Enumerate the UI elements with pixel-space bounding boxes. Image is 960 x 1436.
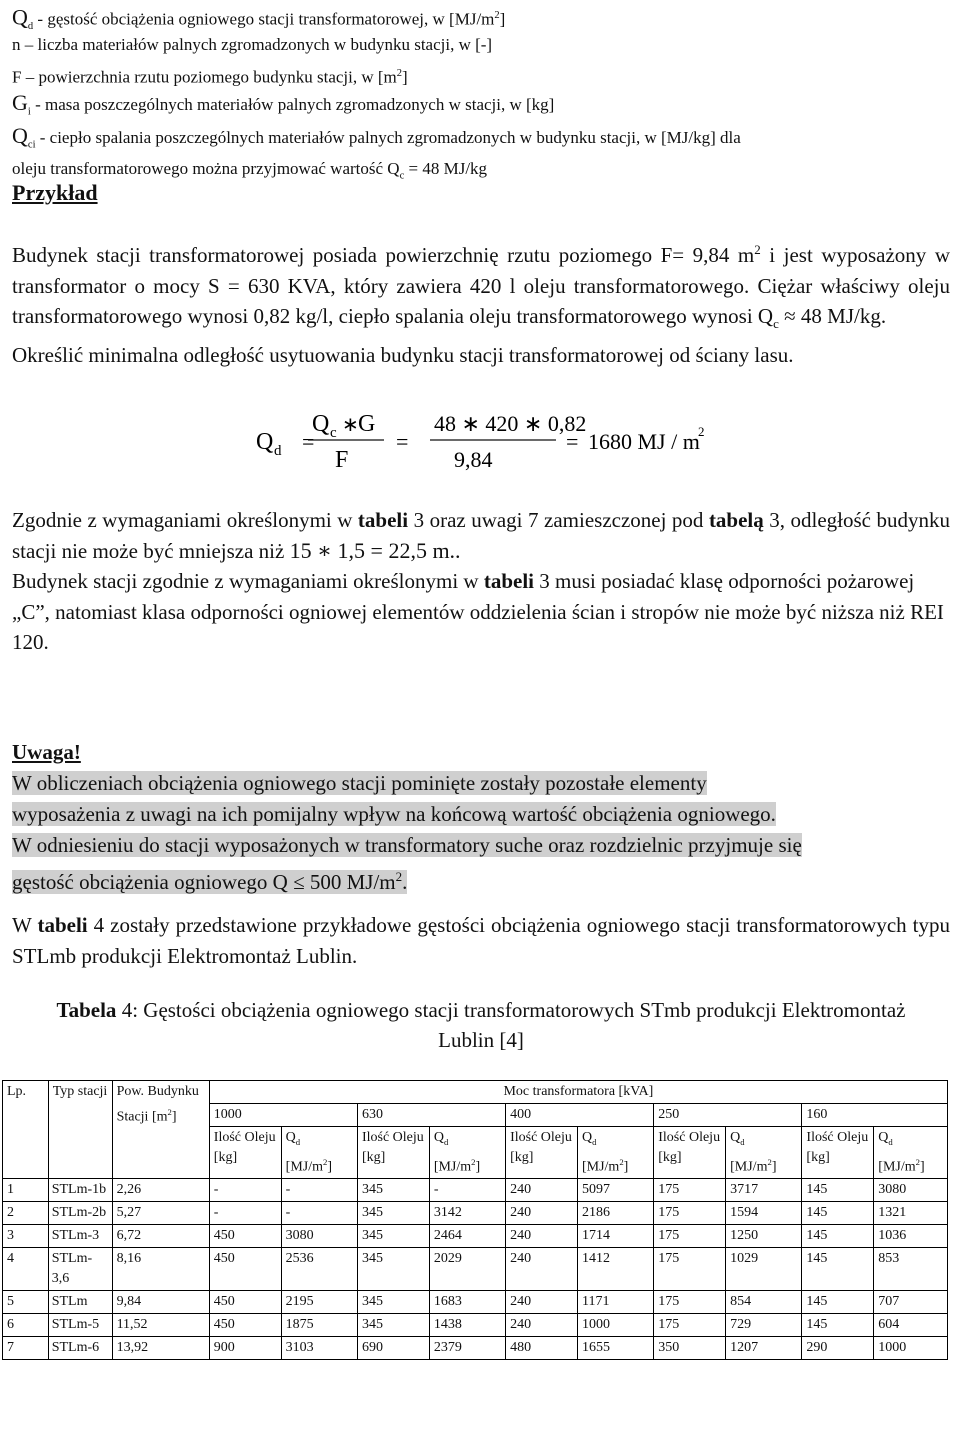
note-line-2: wyposażenia z uwagi na ich pomijalny wpływ na końcową wartość obciążenia ogniowego. [12, 802, 776, 826]
table-cell: 3103 [281, 1337, 357, 1360]
table-cell: 854 [726, 1291, 802, 1314]
table-cell: 690 [357, 1337, 429, 1360]
formula-num2: 48 ∗ 420 ∗ 0,82 [434, 411, 587, 436]
definition-gi: $G_i$ - masa poszczególnych materiałów palnych zgromadzonych w stacji, w [kg] [12, 90, 555, 118]
table-row [3, 1248, 948, 1291]
table-cell: STLm-3 [48, 1225, 112, 1248]
table-cell: 145 [802, 1179, 874, 1202]
example-paragraph [12, 235, 950, 370]
table-cell: STLm-1b [48, 1179, 112, 1202]
formula-num1-b: G [358, 411, 376, 437]
table-cell: 1438 [429, 1314, 505, 1337]
table-cell: 175 [654, 1225, 726, 1248]
definition-qd: $Q_d$ - gęstość obciążenia ogniowego stacji transformatorowej, w $[MJ/m^2]$ [12, 4, 506, 33]
table-cell: 1207 [726, 1337, 802, 1360]
formula-eq-3: = [566, 429, 579, 454]
table-cell: 1 [3, 1179, 49, 1202]
formula-num1: Q [312, 411, 330, 437]
table-cell: 345 [357, 1314, 429, 1337]
table-cell: 2,26 [112, 1179, 209, 1202]
note-line-3: W odniesieniu do stacji wyposażonych w transformatory suche oraz rozdzielnic przyjmuje się [12, 833, 802, 857]
table-cell: 145 [802, 1202, 874, 1225]
table-cell: 145 [802, 1248, 874, 1291]
table-cell: - [209, 1202, 281, 1225]
example-text: Budynek stacji transformatorowej posiada powierzchnię rzutu poziomego F= 9,84 $m^2$ i jest wyposażony w transformator o mocy S = 630 KVA, który zawiera 420 l oleju transformatorowego. Ciężar właściwy oleju transformatorowego wynosi 0,82 kg/l, ciepło spalania oleju transformatorowego wynosi $Q_c \approx 48$ MJ/kg. [12, 242, 950, 332]
table-cell: STLm [48, 1291, 112, 1314]
table-cell: 604 [874, 1314, 948, 1337]
definition-oil-heat: oleju transformatorowego można przyjmować wartość $Q_c = 48$ MJ/kg [12, 159, 488, 182]
table-cell: - [281, 1179, 357, 1202]
table-cell: 240 [506, 1202, 578, 1225]
table-cell: 1171 [577, 1291, 653, 1314]
table-cell: 900 [209, 1337, 281, 1360]
formula-den1: F [335, 447, 349, 473]
table-cell: 11,52 [112, 1314, 209, 1337]
table-cell: - [281, 1202, 357, 1225]
header-power-160: 160 [802, 1104, 948, 1127]
table-cell: 7 [3, 1337, 49, 1360]
note-line-1: W obliczeniach obciążenia ogniowego stacji pominięte zostały pozostałe elementy [12, 771, 707, 795]
table-cell: 2464 [429, 1225, 505, 1248]
table-cell: 240 [506, 1314, 578, 1337]
table-cell: 3080 [281, 1225, 357, 1248]
table-cell: 175 [654, 1291, 726, 1314]
header-ilosc-oleju: Ilość Oleju [kg] [802, 1127, 874, 1179]
table-cell: STLm-6 [48, 1337, 112, 1360]
header-typ: Typ stacji [48, 1081, 112, 1179]
definition-f: F – powierzchnia rzutu poziomego budynku stacji, w $[m^2]$ [12, 67, 408, 87]
table-row [3, 1291, 948, 1314]
table-cell: 5,27 [112, 1202, 209, 1225]
fire-load-table [2, 1080, 948, 1360]
table-cell: 145 [802, 1225, 874, 1248]
header-qd: $Q_d$ $[MJ/m^2]$ [726, 1127, 802, 1179]
table-cell: 345 [357, 1291, 429, 1314]
fire-load-formula [250, 405, 730, 485]
table-cell: 6,72 [112, 1225, 209, 1248]
table-cell: 175 [654, 1314, 726, 1337]
formula-eq-1: = [302, 429, 315, 454]
formula-lhs: Q [256, 429, 274, 455]
table-intro: W tabeli 4 zostały przedstawione przykładowe gęstości obciążenia ogniowego stacji transformatorowych typu STLmb produkcji Elektromontaż Lublin. [12, 913, 950, 968]
table-cell: 480 [506, 1337, 578, 1360]
conclusion-distance: Zgodnie z wymaganiami określonymi w tabeli 3 oraz uwagi 7 zamieszczonej pod tabelą 3, odległość budynku stacji nie może być mniejsza niż 15 ∗ 1,5 = 22,5 m.. [12, 508, 950, 563]
table-cell: STLm-5 [48, 1314, 112, 1337]
header-ilosc-oleju: Ilość Oleju [kg] [654, 1127, 726, 1179]
table-cell: 853 [874, 1248, 948, 1291]
table-cell: 6 [3, 1314, 49, 1337]
table-cell: 1000 [577, 1314, 653, 1337]
table-cell: 450 [209, 1225, 281, 1248]
table-cell: 1714 [577, 1225, 653, 1248]
table-cell: 1655 [577, 1337, 653, 1360]
table-cell: 350 [654, 1337, 726, 1360]
table-cell: 2536 [281, 1248, 357, 1291]
header-ilosc-oleju: Ilość Oleju [kg] [209, 1127, 281, 1179]
table-cell: 450 [209, 1248, 281, 1291]
header-pow: Pow. Budynku Stacji $[m^2]$ [112, 1081, 209, 1179]
header-power-630: 630 [357, 1104, 505, 1127]
table-cell: 3 [3, 1225, 49, 1248]
formula-num1-sub: c [330, 425, 337, 441]
table-cell: 1321 [874, 1202, 948, 1225]
table-cell: 3142 [429, 1202, 505, 1225]
table-cell: 145 [802, 1291, 874, 1314]
table-cell: 2379 [429, 1337, 505, 1360]
formula-num1-op: ∗ [342, 414, 359, 436]
header-qd: $Q_d$ $[MJ/m^2]$ [874, 1127, 948, 1179]
note-block [12, 737, 950, 898]
table-cell: 240 [506, 1225, 578, 1248]
definition-n: n – liczba materiałów palnych zgromadzonych w budynku stacji, w [-] [12, 35, 493, 54]
table-cell: STLm-3,6 [48, 1248, 112, 1291]
table-cell: 450 [209, 1291, 281, 1314]
formula-den2: 9,84 [454, 447, 493, 472]
formula-eq-2: = [396, 429, 409, 454]
definition-qci: $Q_{ci}$ - ciepło spalania poszczególnych materiałów palnych zgromadzonych w budynku stacji, w [MJ/kg] dla [12, 123, 741, 151]
table-row [3, 1337, 948, 1360]
note-line-4: gęstość obciążenia ogniowego Q ≤ 500 $MJ/m^2$. [12, 869, 408, 894]
header-qd: $Q_d$ $[MJ/m^2]$ [281, 1127, 357, 1179]
header-power-250: 250 [654, 1104, 802, 1127]
definitions-list [12, 2, 952, 184]
note-title: Uwaga! [12, 740, 81, 764]
formula-lhs-sub: d [274, 443, 282, 459]
formula-result-sup: 2 [698, 424, 705, 439]
table-cell: 3080 [874, 1179, 948, 1202]
conclusion-block [12, 505, 950, 658]
table-cell: 345 [357, 1248, 429, 1291]
header-power-400: 400 [506, 1104, 654, 1127]
header-ilosc-oleju: Ilość Oleju [kg] [357, 1127, 429, 1179]
table-cell: - [429, 1179, 505, 1202]
table-cell: 4 [3, 1248, 49, 1291]
table-cell: 2186 [577, 1202, 653, 1225]
table-row [3, 1179, 948, 1202]
table-cell: 1875 [281, 1314, 357, 1337]
table-cell: 345 [357, 1202, 429, 1225]
table-header-row-1 [3, 1081, 948, 1104]
table-cell: STLm-2b [48, 1202, 112, 1225]
example-heading: Przykład [12, 180, 98, 205]
table-cell: 345 [357, 1225, 429, 1248]
table-cell: 175 [654, 1202, 726, 1225]
table-body [3, 1179, 948, 1360]
header-lp: Lp. [3, 1081, 49, 1179]
table-cell: 175 [654, 1248, 726, 1291]
formula-result: 1680 MJ / m [588, 429, 700, 454]
table-cell: 1683 [429, 1291, 505, 1314]
example-question: Określić minimalna odległość usytuowania budynku stacji transformatorowej od ściany lasu. [12, 342, 794, 367]
table-cell: 345 [357, 1179, 429, 1202]
table-row [3, 1202, 948, 1225]
table-cell: 5 [3, 1291, 49, 1314]
table-cell: 175 [654, 1179, 726, 1202]
table-cell: 2029 [429, 1248, 505, 1291]
table-cell: 1000 [874, 1337, 948, 1360]
header-power-1000: 1000 [209, 1104, 357, 1127]
table-cell: 8,16 [112, 1248, 209, 1291]
table-cell: 1250 [726, 1225, 802, 1248]
table-row [3, 1314, 948, 1337]
table-cell: 13,92 [112, 1337, 209, 1360]
table-cell: 3717 [726, 1179, 802, 1202]
header-qd: $Q_d$ $[MJ/m^2]$ [429, 1127, 505, 1179]
table-cell: 240 [506, 1179, 578, 1202]
table-cell: 240 [506, 1248, 578, 1291]
table-cell: 1594 [726, 1202, 802, 1225]
conclusion-class: Budynek stacji zgodnie z wymaganiami określonymi w tabeli 3 musi posiadać klasę odporności pożarowej „C”, natomiast klasa odporności ogniowej elementów oddzielenia ścian i stropów nie może być niższa niż REI 120. [12, 569, 944, 654]
header-qd: $Q_d$ $[MJ/m^2]$ [577, 1127, 653, 1179]
table-cell: 240 [506, 1291, 578, 1314]
table-cell: 5097 [577, 1179, 653, 1202]
table-caption: Tabela 4: Gęstości obciążenia ogniowego stacji transformatorowych STmb produkcji Elektromontaż Lublin [4] [56, 998, 906, 1052]
table-cell: 290 [802, 1337, 874, 1360]
table-cell: 9,84 [112, 1291, 209, 1314]
table-cell: 1036 [874, 1225, 948, 1248]
table-cell: - [209, 1179, 281, 1202]
table-cell: 729 [726, 1314, 802, 1337]
table-cell: 1412 [577, 1248, 653, 1291]
table-cell: 707 [874, 1291, 948, 1314]
table-cell: 2195 [281, 1291, 357, 1314]
header-ilosc-oleju: Ilość Oleju [kg] [506, 1127, 578, 1179]
header-moc: Moc transformatora [kVA] [209, 1081, 947, 1104]
table-cell: 145 [802, 1314, 874, 1337]
table-cell: 2 [3, 1202, 49, 1225]
table-cell: 1029 [726, 1248, 802, 1291]
table-row [3, 1225, 948, 1248]
table-cell: 450 [209, 1314, 281, 1337]
